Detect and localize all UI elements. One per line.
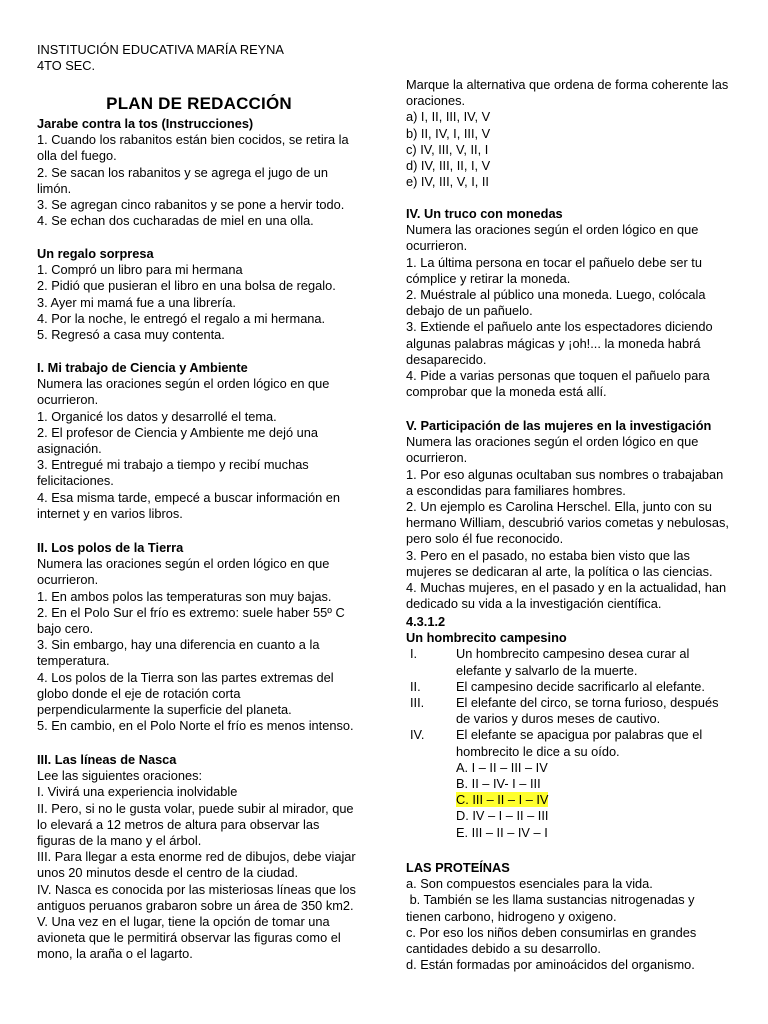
list-item: 3. Ayer mi mamá fue a una librería. xyxy=(37,294,236,310)
answer-option: d) IV, III, II, I, V xyxy=(406,158,491,174)
list-item: 1. La última persona en tocar el pañuelo debe ser tu cómplice y retirar la moneda. xyxy=(406,254,702,286)
section-instruction: Numera las oraciones según el orden lógico en que ocurrieron. xyxy=(406,222,699,254)
list-item: II. Pero, si no le gusta volar, puede subir al mirador, que lo elevará a 12 metros de altura para observar las figuras de la mano y el árbol. xyxy=(37,800,354,849)
section-instruction: Lee las siguientes oraciones: xyxy=(37,768,203,784)
item-text: El elefante del circo, se torna furioso, después de varios y duros meses de cautivo. xyxy=(456,695,719,727)
answer-option-highlighted xyxy=(456,792,731,808)
list-item: d. Están formadas por aminoácidos del organismo. xyxy=(406,957,695,973)
list-item: 4. Por la noche, le entregó el regalo a mi hermana. xyxy=(37,310,326,326)
option-text: A. I – II – III – IV xyxy=(456,759,548,775)
section-heading: I. Mi trabajo de Ciencia y Ambiente xyxy=(37,360,248,375)
section-heading: Un regalo sorpresa xyxy=(37,246,154,261)
answer-option: c) IV, III, V, II, I xyxy=(406,141,489,157)
section-instruction: Numera las oraciones según el orden lógico en que ocurrieron. xyxy=(37,376,330,408)
section-mujeres xyxy=(406,418,731,612)
option-text: B. II – IV- I – III xyxy=(456,776,541,792)
list-item: 5. Regresó a casa muy contenta. xyxy=(37,327,225,343)
section-heading: LAS PROTEÍNAS xyxy=(406,860,510,875)
list-item: I. Vivirá una experiencia inolvidable xyxy=(37,784,238,800)
answer-option: a) I, II, III, IV, V xyxy=(406,109,491,125)
list-item xyxy=(406,727,731,759)
section-heading: IV. Un truco con monedas xyxy=(406,206,563,221)
list-item: 4. Muchas mujeres, en el pasado y en la actualidad, han dedicado su vida a la investigación científica. xyxy=(406,580,727,612)
list-item: 2. Muéstrale al público una moneda. Luego, colócala debajo de un pañuelo. xyxy=(406,287,706,319)
list-item: 2. Pidió que pusieran el libro en una bolsa de regalo. xyxy=(37,278,336,294)
section-heading: II. Los polos de la Tierra xyxy=(37,540,184,555)
section-regalo xyxy=(37,246,355,343)
list-item xyxy=(406,646,731,678)
list-item xyxy=(406,679,731,695)
list-item: V. Una vez en el lugar, tiene la opción de tomar una avioneta que le permitirá observar las figuras como el mono, la araña o el lagarto. xyxy=(37,914,341,962)
answer-option: e) IV, III, V, I, II xyxy=(406,174,489,190)
section-jarabe xyxy=(37,116,355,229)
list-item: IV. Nasca es conocida por las misteriosas líneas que los antiguos peruanos grabaron sobre un área de 350 km2. xyxy=(37,881,356,913)
answer-option xyxy=(456,776,731,792)
item-text: Un hombrecito campesino desea curar al elefante y salvarlo de la muerte. xyxy=(456,646,690,678)
list-item: 3. Pero en el pasado, no estaba bien visto que las mujeres se dedicaran al arte, la política o las ciencias. xyxy=(406,547,713,579)
answer-option xyxy=(456,760,731,776)
list-item: 1. En ambos polos las temperaturas son muy bajas. xyxy=(37,588,332,604)
nasca-question xyxy=(406,77,731,190)
section-ciencia xyxy=(37,360,355,522)
item-number: I. xyxy=(410,646,418,662)
section-heading: Un hombrecito campesino xyxy=(406,630,567,646)
item-number: III. xyxy=(410,695,425,711)
list-item: 2. Se sacan los rabanitos y se agrega el jugo de un limón. xyxy=(37,164,328,196)
section-instruction: Numera las oraciones según el orden lógico en que ocurrieron. xyxy=(406,434,699,466)
item-number: II. xyxy=(410,678,421,694)
list-item: 3. Se agregan cinco rabanitos y se pone a hervir todo. xyxy=(37,197,345,213)
question-prompt: Marque la alternativa que ordena de forma coherente las oraciones. xyxy=(406,77,729,109)
section-campesino xyxy=(406,614,731,841)
list-item: 1. Cuando los rabanitos están bien cocidos, se retira la olla del fuego. xyxy=(37,132,349,164)
option-text: E. III – II – IV – I xyxy=(456,824,548,840)
section-polos xyxy=(37,540,355,734)
list-item: III. Para llegar a esta enorme red de dibujos, debe viajar unos 20 minutos desde el centro de la ciudad. xyxy=(37,849,356,881)
option-text: D. IV – I – II – III xyxy=(456,808,549,824)
list-item: 4. Se echan dos cucharadas de miel en una olla. xyxy=(37,213,314,229)
grade-label: 4TO SEC. xyxy=(37,58,96,74)
list-item: 1. Por eso algunas ocultaban sus nombres o trabajaban a escondidas para familiares hombres. xyxy=(406,466,724,498)
list-item: 3. Entregué mi trabajo a tiempo y recibí muchas felicitaciones. xyxy=(37,457,309,489)
list-item: 1. Compró un libro para mi hermana xyxy=(37,262,243,278)
highlighted-option-text: C. III – II – I – IV xyxy=(456,792,549,808)
section-truco xyxy=(406,206,731,400)
section-heading: III. Las líneas de Nasca xyxy=(37,752,177,767)
list-item: 2. Un ejemplo es Carolina Herschel. Ella, junto con su hermano William, descubrió varios cometas y nebulosas, pero solo él fue reconocido. xyxy=(406,499,729,547)
list-item: c. Por eso los niños deben consumirlas en grandes cantidades debido a su desarrollo. xyxy=(406,924,697,957)
item-text: El campesino decide sacrificarlo al elefante. xyxy=(456,678,705,694)
page-title: PLAN DE REDACCIÓN xyxy=(106,94,292,113)
section-instruction: Numera las oraciones según el orden lógico en que ocurrieron. xyxy=(37,556,330,588)
list-item: 2. El profesor de Ciencia y Ambiente me dejó una asignación. xyxy=(37,424,318,457)
list-item: b. También se les llama sustancias nitrogenadas y tienen carbono, hidrogeno y oxigeno. xyxy=(406,892,699,924)
section-proteinas xyxy=(406,860,731,973)
answer-option xyxy=(456,808,731,824)
item-text: El elefante se apacigua por palabras que el hombrecito le dice a su oído. xyxy=(456,727,703,759)
list-item: 3. Extiende el pañuelo ante los espectadores diciendo algunas palabras mágicas y ¡oh!... la moneda habrá desaparecido. xyxy=(406,319,713,367)
answer-option: b) II, IV, I, III, V xyxy=(406,125,491,141)
item-number: IV. xyxy=(410,727,425,743)
list-item: 2. En el Polo Sur el frío es extremo: suele haber 55º C bajo cero. xyxy=(37,604,345,637)
list-item: 4. Los polos de la Tierra son las partes extremas del globo donde el eje de rotación corta perpendicularmente la superficie del planeta. xyxy=(37,669,334,718)
answer-option xyxy=(456,825,731,841)
section-nasca xyxy=(37,752,359,963)
list-item: 5. En cambio, en el Polo Norte el frío es menos intenso. xyxy=(37,718,354,734)
list-item: 3. Sin embargo, hay una diferencia en cuanto a la temperatura. xyxy=(37,637,320,669)
school-name: INSTITUCIÓN EDUCATIVA MARÍA REYNA xyxy=(37,42,284,57)
section-number: 4.3.1.2 xyxy=(406,614,446,629)
list-item: 4. Pide a varias personas que toquen el pañuelo para comprobar que la moneda está allí. xyxy=(406,368,710,400)
list-item: 4. Esa misma tarde, empecé a buscar información en internet y en varios libros. xyxy=(37,489,341,521)
list-item: a. Son compuestos esenciales para la vida. xyxy=(406,876,653,892)
document-header xyxy=(37,42,367,74)
section-heading: Jarabe contra la tos (Instrucciones) xyxy=(37,116,254,131)
section-heading: V. Participación de las mujeres en la investigación xyxy=(406,418,712,433)
list-item xyxy=(406,695,731,727)
list-item: 1. Organicé los datos y desarrollé el tema. xyxy=(37,408,277,424)
